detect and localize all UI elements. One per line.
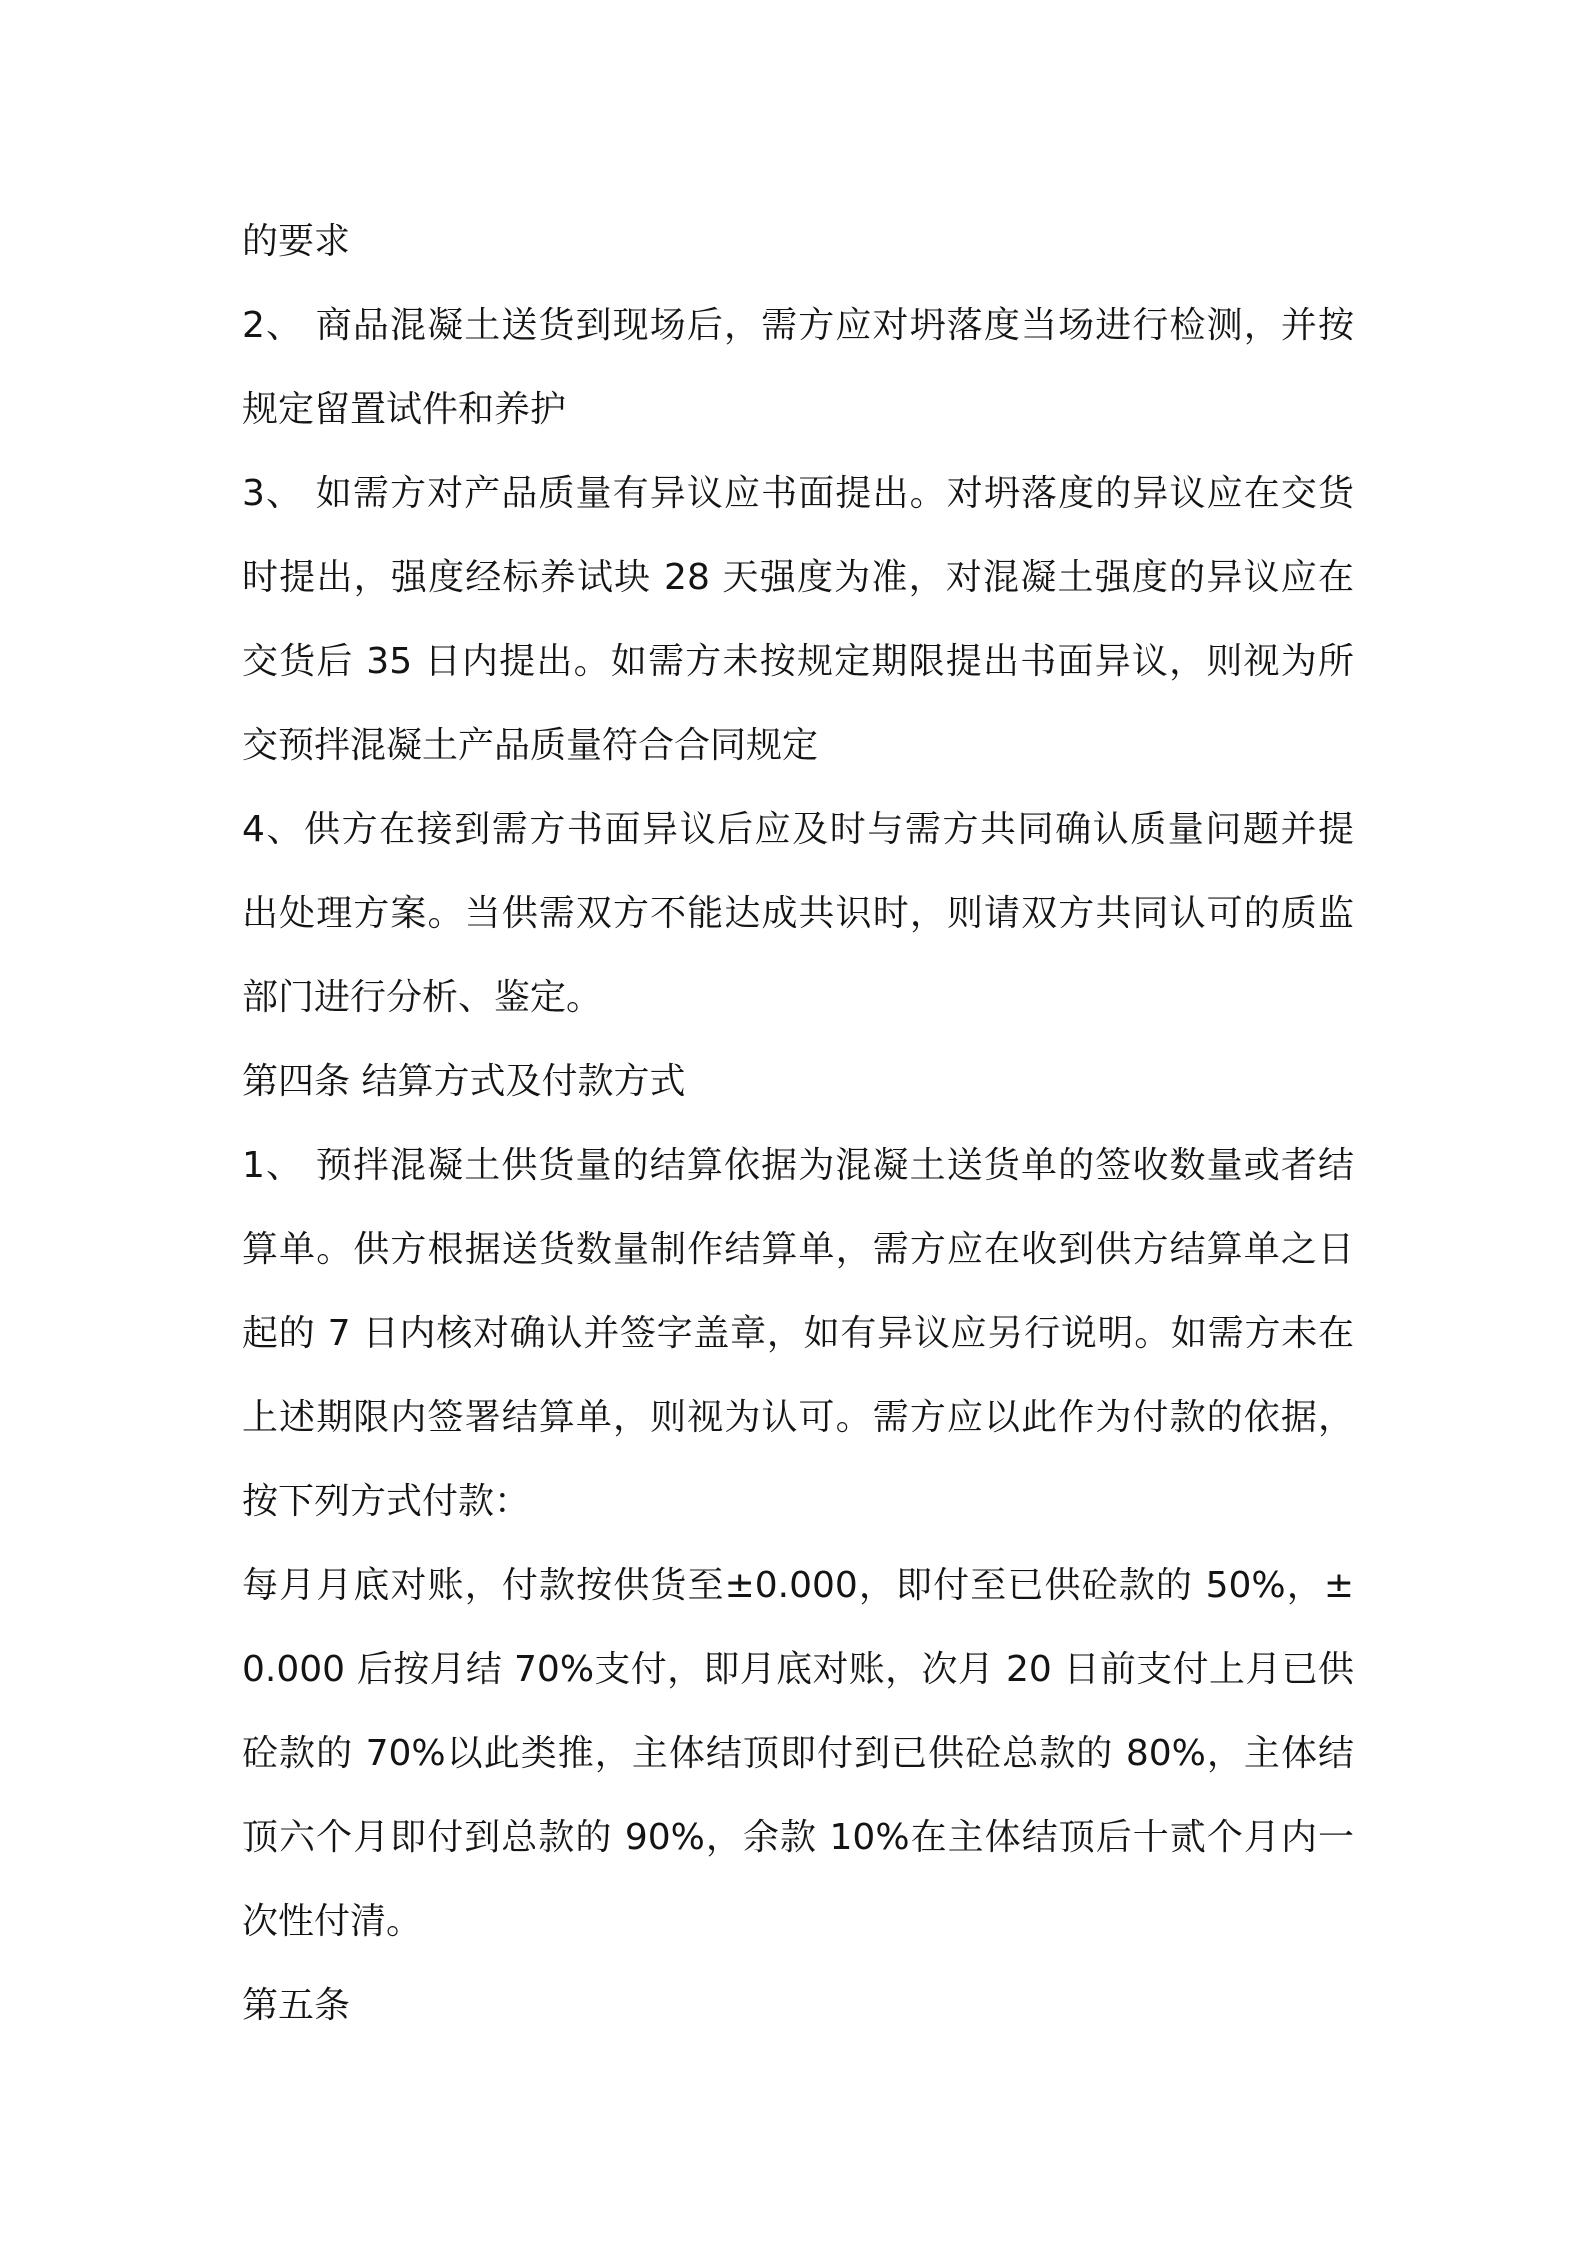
text-line-7: 交预拌混凝土产品质量符合合同规定 [242,725,819,766]
text-line-15: 上述期限内签署结算单，则视为认可。需方应以此作为付款的依据， [242,1397,1354,1438]
text-line-19: 砼款的 70%以此类推，主体结顶即付到已供砼总款的 80%，主体结 [242,1733,1354,1774]
text-line-4: 3、 如需方对产品质量有异议应书面提出。对坍落度的异议应在交货 [242,473,1354,514]
text-line-13: 算单。供方根据送货数量制作结算单，需方应在收到供方结算单之日 [242,1229,1354,1270]
text-line-18: 0.000 后按月结 70%支付，即月底对账，次月 20 日前支付上月已供 [242,1649,1354,1690]
text-line-21: 次性付清。 [242,1901,423,1942]
text-line-17: 每月月底对账，付款按供货至±0.000，即付至已供砼款的 50%，± [242,1565,1354,1606]
text-line-3: 规定留置试件和养护 [242,389,567,430]
text-line-10: 部门进行分析、鉴定。 [242,977,603,1018]
text-line-2: 2、 商品混凝土送货到现场后，需方应对坍落度当场进行检测，并按 [242,305,1354,346]
text-line-16: 按下列方式付款： [242,1481,531,1522]
document-body [242,200,1362,2048]
text-line-20: 顶六个月即付到总款的 90%，余款 10%在主体结顶后十贰个月内一 [242,1817,1354,1858]
text-line-12: 1、 预拌混凝土供货量的结算依据为混凝土送货单的签收数量或者结 [242,1145,1354,1186]
section-heading-article-4: 第四条 结算方式及付款方式 [242,1061,686,1102]
text-line-5: 时提出，强度经标养试块 28 天强度为准，对混凝土强度的异议应在 [242,557,1354,598]
text-line-14: 起的 7 日内核对确认并签字盖章，如有异议应另行说明。如需方未在 [242,1313,1354,1354]
section-heading-article-5: 第五条 [242,1985,351,2026]
text-line-6: 交货后 35 日内提出。如需方未按规定期限提出书面异议，则视为所 [242,641,1354,682]
text-line-8: 4、供方在接到需方书面异议后应及时与需方共同确认质量问题并提 [242,809,1354,850]
text-line-9: 出处理方案。当供需双方不能达成共识时，则请双方共同认可的质监 [242,893,1354,934]
text-line-1: 的要求 [242,221,351,262]
